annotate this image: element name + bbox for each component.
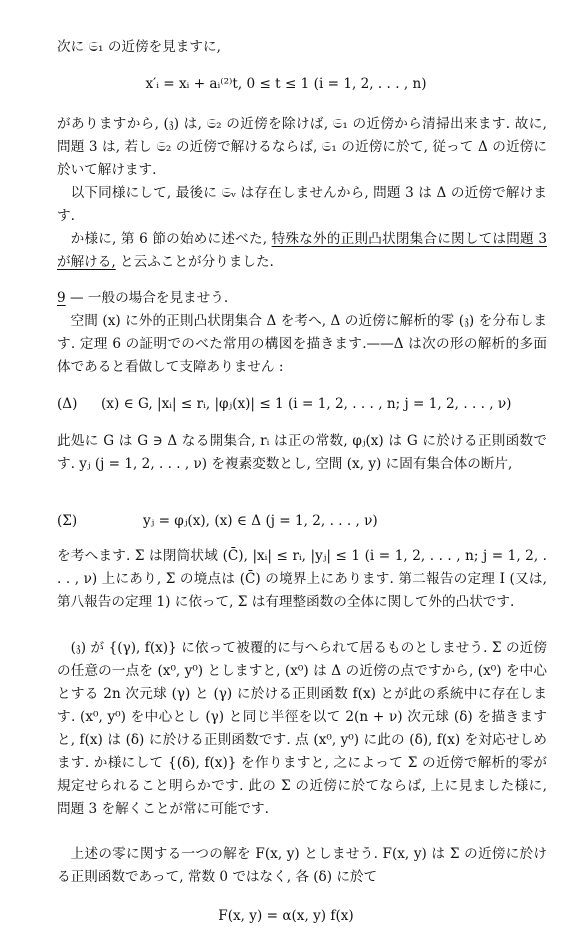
paragraph-4-lead: か様に, 第 6 節の始めに述べた, xyxy=(70,231,272,247)
paragraph-4-underlined: 特殊な外的正則凸状閉集合に関しては問題 3 が解ける, xyxy=(57,231,547,270)
equation-3-body: yⱼ = φⱼ(x), (x) ∈ Δ (j = 1, 2, . . . , ν) xyxy=(143,513,378,529)
paragraph-4 xyxy=(57,228,547,274)
paragraph-6: 空間 (x) に外的正則凸状閉集合 Δ を考へ, Δ の近傍に解析的零 (𝔷) を分布します. 定理 6 の証明でのべた常用の構図を描きます.——Δ は次の形の解析的多面体であると看做して支障ありません : xyxy=(57,313,547,375)
equation-2-label: (Δ) xyxy=(57,396,78,412)
paragraph-3: 以下同様にして, 最後に 𝔖ᵥ は存在しませんから, 問題 3 は Δ の近傍で解けます. xyxy=(57,185,547,224)
paragraph-7: 此処に G は G ∋ Δ なる開集合, rᵢ は正の常数, φⱼ(x) は G に於ける正則函数です. yⱼ (j = 1, 2, . . . , ν) を複素変数とし, 空間 (x, y) に固有集合体の断片, xyxy=(57,433,547,472)
equation-1: x′ᵢ = xᵢ + aᵢ⁽²⁾t, 0 ≤ t ≤ 1 (i = 1, 2, . . . , n) xyxy=(145,76,427,92)
paragraph-1: 次に 𝔖₁ の近傍を見ますに, xyxy=(57,39,221,55)
section-heading xyxy=(57,287,547,310)
paragraph-8: を考へます. Σ は閉筒状域 (C̄), |xᵢ| ≤ rᵢ, |yⱼ| ≤ 1 (i = 1, 2, . . . , n; j = 1, 2, . . . , ν) 上にあり, Σ の境点は (C̄) の境界上にあります. 第二報告の定理 I (又は, 第八報告の定理 1) に依って, Σ は有理整函数の全体に関して外的凸状です. xyxy=(57,548,547,610)
section-number: 9 xyxy=(57,290,66,306)
equation-3-label: (Σ) xyxy=(57,513,78,529)
equation-3 xyxy=(57,510,378,533)
paragraph-9: (𝔷) が {(γ), f(x)} に依って被覆的に与へられて居るものとしませう. Σ の近傍の任意の一点を (x⁰, y⁰) としますと, (x⁰) は Δ の近傍の点ですから, (x⁰) を中心とする 2n 次元球 (γ) と (γ) に於ける正則函数 f(x) とが此の系統中に存在します. (x⁰, y⁰) を中心とし (γ) と同じ半徑を以て 2(n + ν) 次元球 (δ) を描きますと, f(x) は (δ) に於ける正則函数です. 点 (x⁰, y⁰) に此の (δ), f(x) を対応せしめます. か様にして {(δ), f(x)} を作りますと, 之によって Σ の近傍で解析的零が規定せられること明らかです. 此の Σ の近傍に於てならば, 上に見ました様に, 問題 3 を解くことが常に可能です. xyxy=(57,640,547,817)
equation-2 xyxy=(57,393,511,416)
equation-4: F(x, y) = α(x, y) f(x) xyxy=(218,908,354,924)
equation-2-body: (x) ∈ G, |xᵢ| ≤ rᵢ, |φⱼ(x)| ≤ 1 (i = 1, 2, . . . , n; j = 1, 2, . . . , ν) xyxy=(101,396,512,412)
section-title: — 一般の場合を見ませう. xyxy=(65,290,229,306)
paragraph-2: がありますから, (𝔷) は, 𝔖₂ の近傍を除けば, 𝔖₁ の近傍から清掃出来ます. 故に, 問題 3 は, 若し 𝔖₂ の近傍で解けるならば, 𝔖₁ の近傍に於て, 従って Δ の近傍に於いて解けます. xyxy=(57,116,547,178)
paragraph-10: 上述の零に関する一つの解を F(x, y) としませう. F(x, y) は Σ の近傍に於ける正則函数であって, 常数 0 ではなく, 各 (δ) に於て xyxy=(57,846,547,885)
paragraph-4-tail: と云ふことが分りました. xyxy=(115,254,274,270)
